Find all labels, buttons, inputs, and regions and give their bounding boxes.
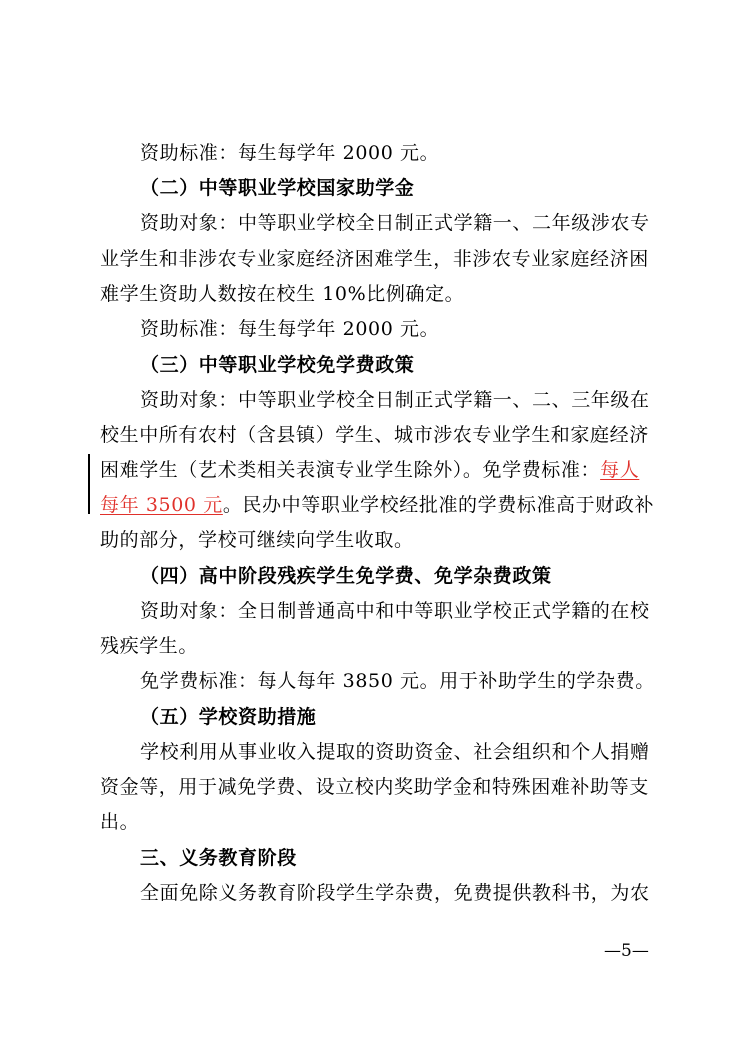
aid-standard-line-1: 资助标准：每生每学年 2000 元。 xyxy=(140,142,440,164)
paragraph-text: 。民办中等职业学校经批准的学费标准高于财政补 xyxy=(222,494,655,516)
paragraph-line-with-highlight xyxy=(100,494,655,516)
paragraph-line: 助的部分，学校可继续向学生收取。 xyxy=(100,529,414,551)
paragraph-line: 全面免除义务教育阶段学生学杂费，免费提供教科书，为农 xyxy=(140,882,650,904)
paragraph-line: 资助对象：中等职业学校全日制正式学籍一、二年级涉农专 xyxy=(140,212,650,234)
chapter-heading-3: 三、义务教育阶段 xyxy=(140,847,297,869)
fee-standard-line: 免学费标准：每人每年 3850 元。用于补助学生的学杂费。 xyxy=(140,670,655,692)
paragraph-line: 资助对象：中等职业学校全日制正式学籍一、二、三年级在 xyxy=(140,389,650,411)
section-heading-2: （二）中等职业学校国家助学金 xyxy=(140,177,415,199)
paragraph-line: 资助对象：全日制普通高中和中等职业学校正式学籍的在校 xyxy=(140,600,650,622)
paragraph-line-with-highlight xyxy=(100,459,640,481)
page-number: —5— xyxy=(604,941,649,961)
section-heading-4: （四）高中阶段残疾学生免学费、免学杂费政策 xyxy=(140,565,552,587)
revision-change-bar xyxy=(88,454,90,514)
paragraph-line: 资金等，用于减免学费、设立校内奖助学金和特殊困难补助等支 xyxy=(100,776,649,798)
aid-standard-line-2: 资助标准：每生每学年 2000 元。 xyxy=(140,318,440,340)
paragraph-text: 困难学生（艺术类相关表演专业学生除外）。免学费标准： xyxy=(100,459,601,481)
highlighted-fee-text: 每人 xyxy=(600,459,640,481)
paragraph-line: 学校利用从事业收入提取的资助资金、社会组织和个人捐赠 xyxy=(140,741,650,763)
section-heading-3: （三）中等职业学校免学费政策 xyxy=(140,354,415,376)
paragraph-line: 校生中所有农村（含县镇）学生、城市涉农专业学生和家庭经济 xyxy=(100,424,649,446)
paragraph-line: 业学生和非涉农专业家庭经济困难学生，非涉农专业家庭经济困 xyxy=(100,248,649,270)
highlighted-fee-amount: 每年 3500 元 xyxy=(100,494,223,516)
paragraph-line: 出。 xyxy=(100,811,140,833)
paragraph-line: 难学生资助人数按在校生 10%比例确定。 xyxy=(100,283,465,305)
paragraph-line: 残疾学生。 xyxy=(100,635,199,657)
section-heading-5: （五）学校资助措施 xyxy=(140,706,317,728)
